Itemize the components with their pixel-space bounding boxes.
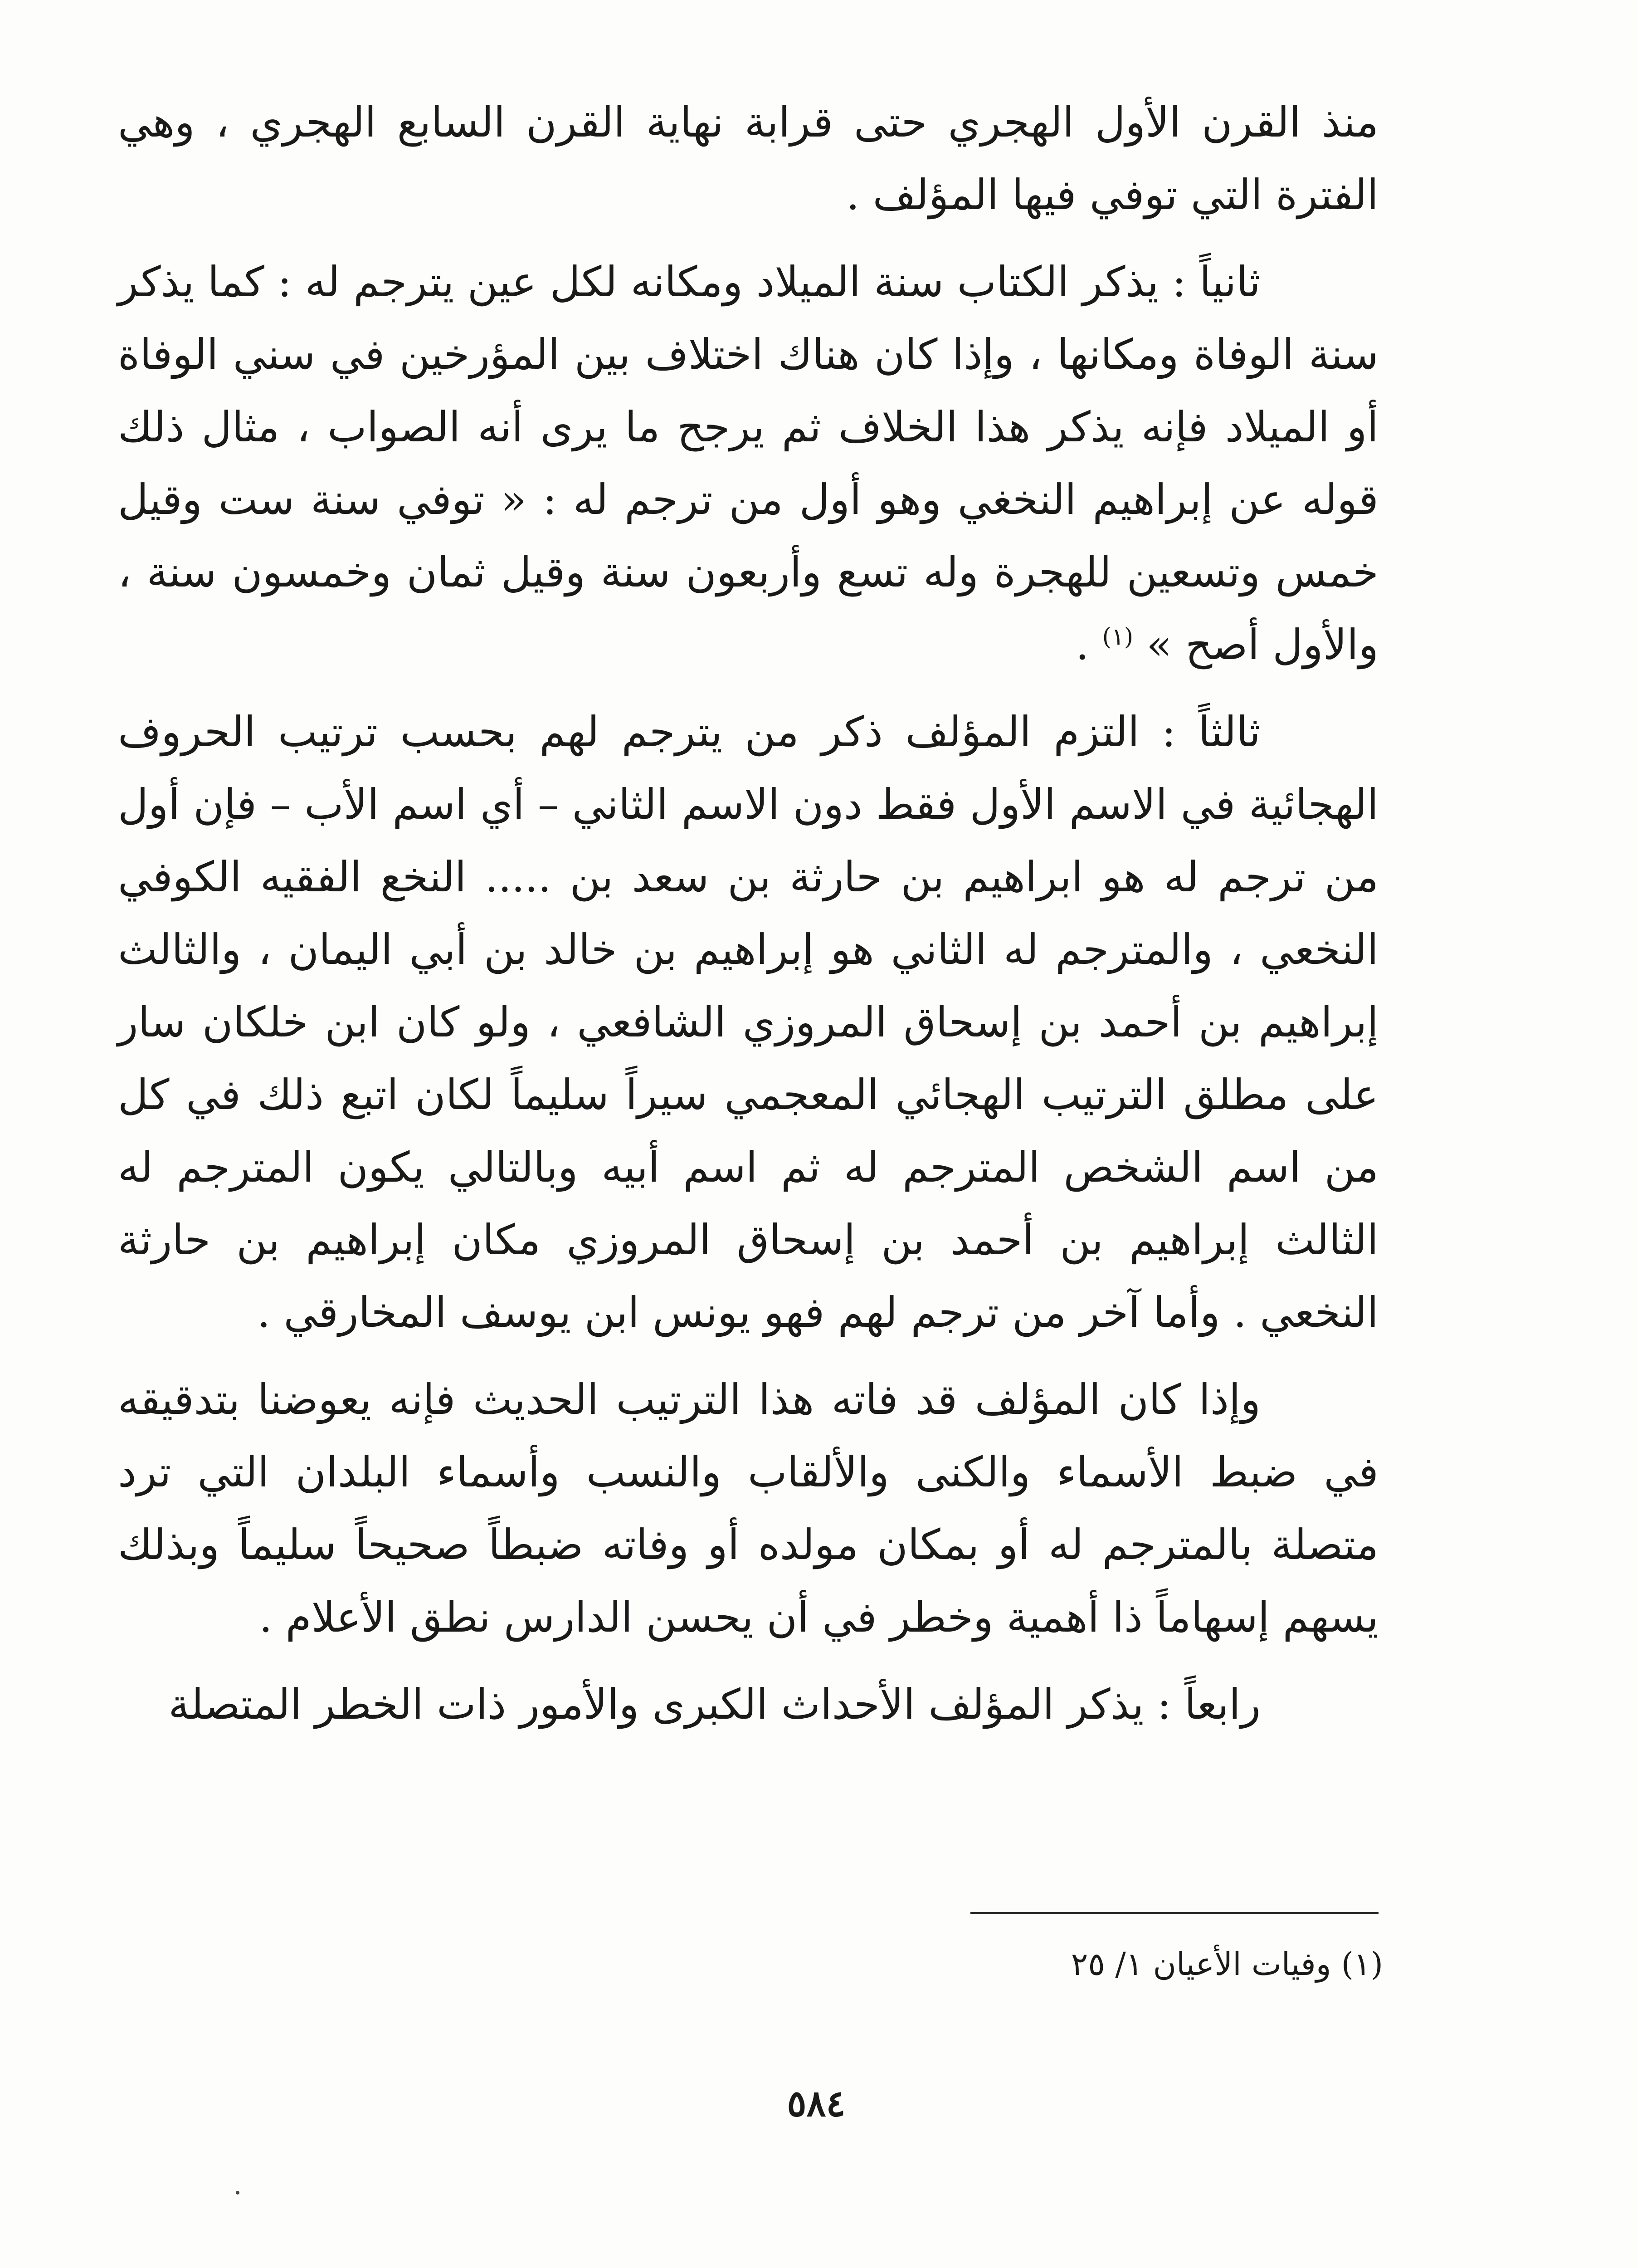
paragraph-4: وإذا كان المؤلف قد فاته هذا الترتيب الحديث فإنه يعوضنا بتدقيقه في ضبط الأسماء والكنى والألقاب والنسب وأسماء البلدان التي ترد متصلة بالمترجم له أو بمكان مولده أو وفاته ضبطاً صحيحاً سليماً وبذلك يسهم إسهاماً ذا أهمية وخطر في أن يحسن الدارس نطق الأعلام . — [118, 1375, 1379, 1642]
paragraph-2 — [118, 246, 1379, 681]
paragraph-2-end: . — [1076, 621, 1102, 669]
body-text — [118, 86, 1379, 1755]
footnote-reference: (١) — [1102, 623, 1134, 651]
paragraph-2-text: ثانياً : يذكر الكتاب سنة الميلاد ومكانه لكل عين يترجم له : كما يذكر سنة الوفاة ومكانها ، وإذا كان هناك اختلاف بين المؤرخين في سني الوفاة أو الميلاد فإنه يذكر هذا الخلاف ثم يرجح ما يرى أنه الصواب ، مثال ذلك قوله عن إبراهيم النخغي وهو أول من ترجم له : « توفي سنة ست وقيل خمس وتسعين للهجرة وله تسع وأربعون سنة وقيل ثمان وخمسون سنة ، والأول أصح » — [118, 258, 1379, 669]
page-number: ٥٨٤ — [787, 2082, 846, 2125]
footnote-divider — [970, 1912, 1379, 1914]
scan-speck — [236, 2191, 239, 2195]
paragraph-5: رابعاً : يذكر المؤلف الأحداث الكبرى والأمور ذات الخطر المتصلة — [168, 1680, 1261, 1729]
paragraph-1: منذ القرن الأول الهجري حتى قرابة نهاية القرن السابع الهجري ، وهي الفترة التي توفي فيها المؤلف . — [118, 98, 1379, 219]
paragraph-3: ثالثاً : التزم المؤلف ذكر من يترجم لهم بحسب ترتيب الحروف الهجائية في الاسم الأول فقط دون الاسم الثاني – أي اسم الأب – فإن أول من ترجم له هو ابراهيم بن حارثة بن سعد بن ..... النخع الفقيه الكوفي النخعي ، والمترجم له الثاني هو إبراهيم بن خالد بن أبي اليمان ، والثالث إبراهيم بن أحمد بن إسحاق المروزي الشافعي ، ولو كان ابن خلكان سار على مطلق الترتيب الهجائي المعجمي سيراً سليماً لكان اتبع ذلك في كل من اسم الشخص المترجم له ثم اسم أبيه وبالتالي يكون المترجم له الثالث إبراهيم بن أحمد بن إسحاق المروزي مكان إبراهيم بن حارثة النخعي . وأما آخر من ترجم لهم فهو يونس ابن يوسف المخارقي . — [118, 708, 1379, 1337]
footnote: (١) وفيات الأعيان ١/ ٢٥ — [1071, 1945, 1383, 1983]
